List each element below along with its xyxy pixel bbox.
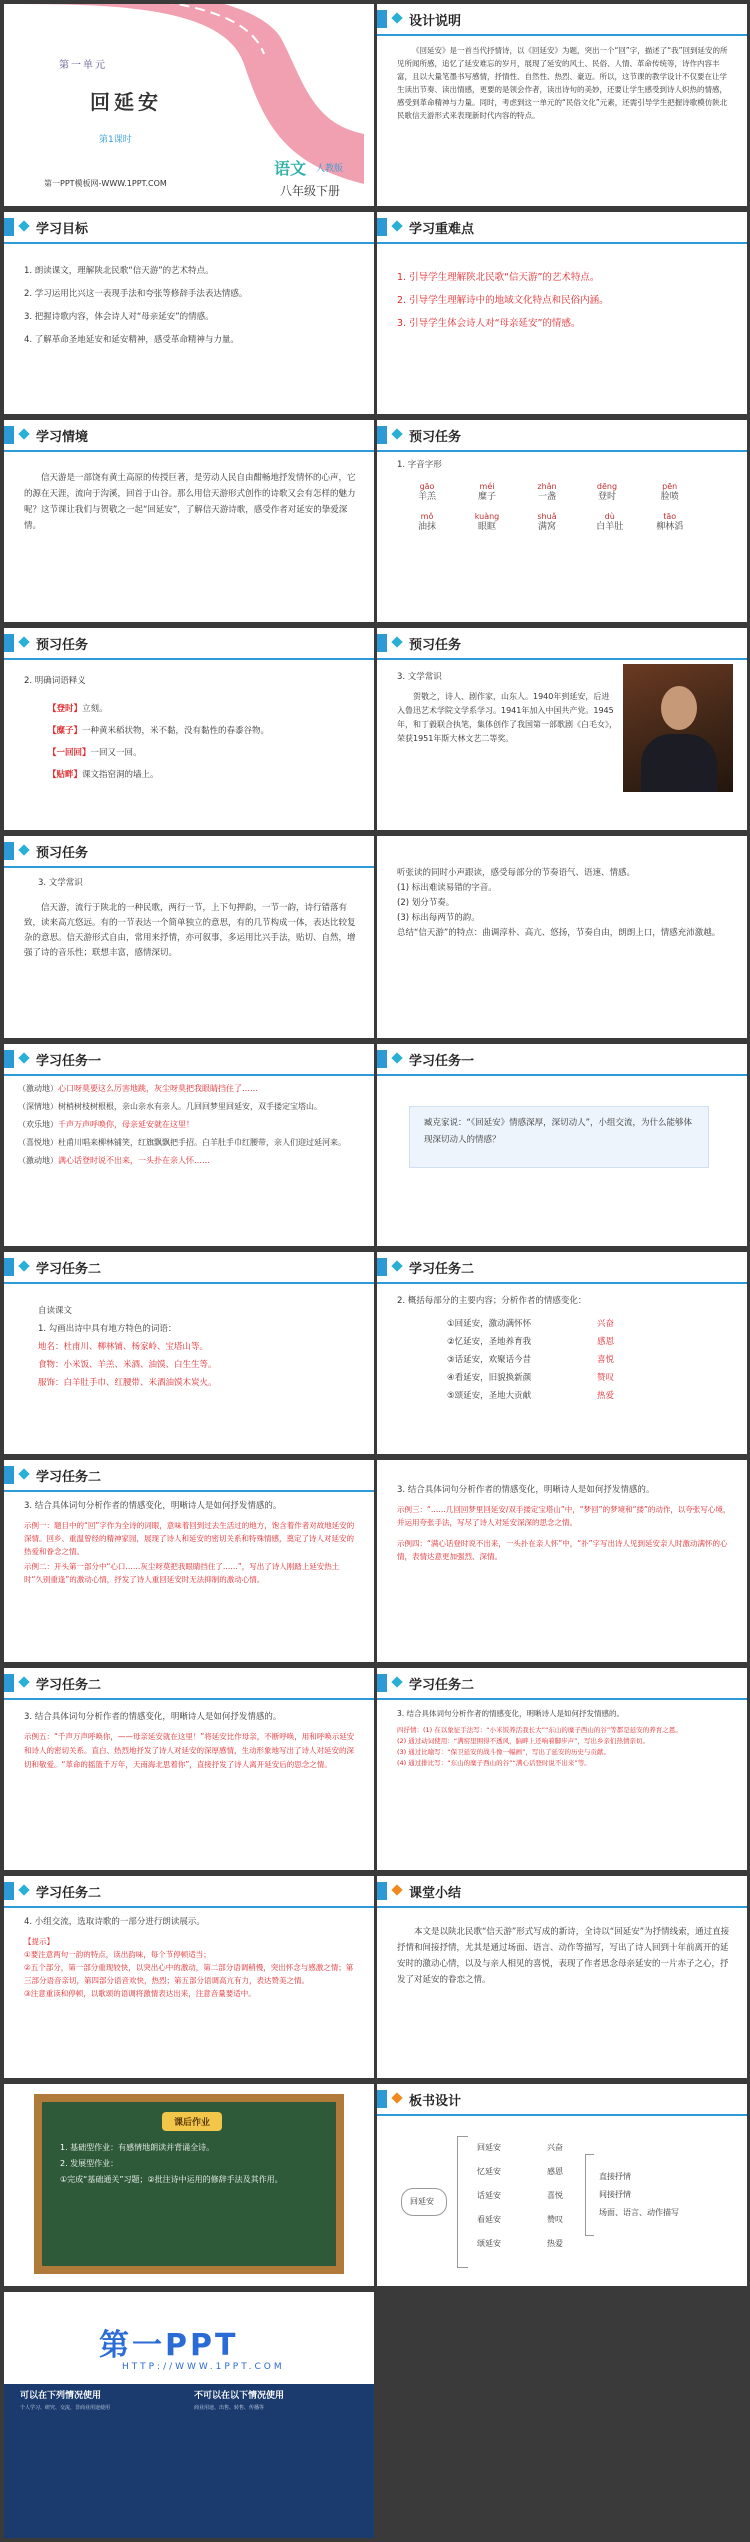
diamond-icon: [18, 1884, 29, 1895]
reading-text: 听张读的同时小声跟读，感受每部分的节奏语气、语速、情感。: [397, 868, 636, 878]
homework-line: 2. 发展型作业：: [60, 2159, 119, 2168]
slide-header: [377, 628, 747, 660]
board-bracket-2: [585, 2154, 594, 2236]
board-mid: 回延安 忆延安 话延安 看延安 颂延安: [477, 2143, 501, 2248]
pinyin-item: pēn 脸喷: [660, 482, 679, 502]
slide-end[interactable]: [4, 2292, 374, 2538]
slide-title: 预习任务: [36, 846, 89, 861]
diamond-icon: [391, 1260, 402, 1271]
slide-header: [4, 212, 374, 244]
board-far: 直接抒情 间接抒情 场面、语言、动作描写: [599, 2172, 679, 2217]
xintianyou-text: 信天游，流行于陕北的一种民歌，两行一节，上下句押韵，一节一韵，诗行错落有致，读来高亢悠远。有的一节表达一个简单独立的意思，有的几节构成一体，表达比较复杂的意思。信天游形式自由，常用来抒情，亦可叙事，多运用比兴手法，贴切、自然，增强了诗的音乐性；联想丰富，感情深切。: [24, 903, 356, 958]
slide-title: 学习任务二: [36, 1262, 102, 1277]
subheading-2: 1. 勾画出诗中具有地方特色的词语：: [38, 1324, 177, 1334]
diamond-icon: [391, 1052, 402, 1063]
subheading: 4. 小组交流，选取诗歌的一部分进行朗读展示。: [24, 1917, 205, 1927]
slide-title: 学习情境: [36, 430, 89, 445]
diamond-icon: [391, 1884, 402, 1895]
slide-title: 学习任务二: [409, 1262, 475, 1277]
slide-task2-ex3[interactable]: [4, 1668, 374, 1870]
reading-summary: 总结“信天游”的特点：曲调淳朴、高亢、悠扬，节奏自由，朗朗上口，情感充沛激越。: [397, 928, 721, 938]
local-line: 食物：小米饭、羊羔、米酒、油馍、白生生等。: [38, 1360, 217, 1370]
slide-header: [4, 1460, 374, 1492]
homework-title: 课后作业: [162, 2112, 222, 2131]
diamond-icon: [18, 220, 29, 231]
quote-box: 臧克家说：“《回延安》情感深厚，深切动人”，小组交流，为什么能够体现深切动人的情感？: [409, 1106, 709, 1168]
pinyin-grid: [397, 479, 731, 539]
summary-text: 本文是以陕北民歌“信天游”形式写成的新诗，全诗以“回延安”为抒情线索，通过直接抒情和间接抒情，尤其是通过场面、语言、动作等描写，写出了诗人回到十年前离开的延安时的激动心情，以及与亲人相见的喜悦，表现了作者思念母亲延安的一片赤子之心，抒发了对延安的眷恋之情。: [397, 1927, 730, 1985]
subheading: 3. 文学常识: [397, 672, 442, 682]
slide-reading[interactable]: [377, 836, 747, 1038]
allowed-note: 个人学习、研究、交流，非商业用途使用: [20, 2405, 111, 2411]
slide-header: [4, 1668, 374, 1700]
road-graphic: [4, 4, 364, 206]
word-item: 【糜子】一种黄米稻状物，米不黏，没有黏性的春黍谷物。: [48, 726, 270, 736]
diamond-icon: [391, 220, 402, 231]
analysis-line: (3) 通过比喻写：“保卫延安的战斗像一幅画”，写出了延安的历史与贡献。: [397, 1748, 611, 1756]
forbidden-title: 不可以在以下情况使用: [194, 2391, 285, 2401]
slide-title: 学习任务二: [36, 1886, 102, 1901]
slide-title: 预习任务: [409, 638, 462, 653]
summary-row: ③话延安，欢聚话今昔 喜悦: [447, 1355, 615, 1365]
analysis-line: (2) 通过动词使用：“满窑里围得不透风，脑畔上还响着脚步声”，写出乡亲们热情亲切。: [397, 1737, 650, 1745]
diamond-icon: [18, 636, 29, 647]
analysis-line: 四抒情：(1) 在以象征手法写：“小米饭养活我长大”“东山的糜子西山的谷”等都是延安的养育之恩。: [397, 1726, 682, 1734]
keypoint-item: 2. 引导学生理解诗中的地域文化特点和民俗内涵。: [397, 295, 609, 306]
local-line: 服饰：白羊肚手巾、红腰带、米酒油馍木炭火。: [38, 1378, 217, 1388]
forbidden-note: 商业用途、出售、转售、传播等: [194, 2405, 265, 2411]
subheading: 1. 字音字形: [397, 460, 442, 470]
slide-goals[interactable]: [4, 212, 374, 414]
slide-task2-ex1[interactable]: [4, 1460, 374, 1662]
slide-title: 课堂小结: [409, 1886, 462, 1901]
subheading: 3. 结合具体词句分析作者的情感变化，明晰诗人是如何抒发情感的。: [24, 1712, 282, 1722]
word-item: 【一回回】一回又一回。: [48, 748, 142, 758]
subheading: 2. 概括每部分的主要内容；分析作者的情感变化：: [397, 1296, 587, 1306]
slide-header: [377, 1044, 747, 1076]
poem-line: （深情地）树梢树枝树根根，亲山亲水有亲人。几回回梦里回延安，双手搂定宝塔山。: [18, 1102, 322, 1111]
local-line: 地名：杜甫川、柳林铺、杨家岭、宝塔山等。: [38, 1342, 209, 1352]
board-root: 回延安: [410, 2197, 434, 2206]
board-right: 兴奋 感恩 喜悦 赞叹 热爱: [547, 2143, 563, 2248]
diamond-icon: [18, 1676, 29, 1687]
diamond-icon: [391, 428, 402, 439]
slide-preview-words[interactable]: [4, 628, 374, 830]
tip-line: ②五个部分，第一部分重现较快，以突出心中的激动，第二部分语调稍慢，突出怀念与感激之情；第三部分语音亲切，第四部分语音欢快，热烈；第五部分语调高亢有力，表达赞美之情。: [24, 1963, 354, 1985]
slide-title: 预习任务: [36, 638, 89, 653]
goal-item: 1. 朗读课文，理解陕北民歌“信天游”的艺术特点。: [24, 266, 214, 276]
diamond-icon: [18, 844, 29, 855]
grade-label: 八年级下册: [280, 184, 341, 198]
poem-line: （激动地）心口呀莫要这么厉害地跳，灰尘呀莫把我眼睛挡住了……: [18, 1084, 258, 1093]
pinyin-item: gāo 羊羔: [417, 482, 436, 502]
end-logo: 第一PPT: [99, 2328, 239, 2363]
example-text: 示例一：题目中的“回”字作为全诗的词眼，意味着回到过去生活过的地方，饱含着作者对故地延安的深情。回乡、重温曾经的精神家园，展现了诗人和延安的密切关系和特殊情感，奠定了诗人对延安的热爱和眷念之情。: [24, 1521, 355, 1556]
diamond-icon: [18, 428, 29, 439]
slide-header: [4, 628, 374, 660]
slide-title: 学习任务二: [409, 1678, 475, 1693]
slide-board[interactable]: [377, 2084, 747, 2286]
slide-xintianyou[interactable]: [4, 836, 374, 1038]
tip-line: ①要注意两句一韵的特点，读出韵味，每个节停顿适当；: [24, 1950, 211, 1959]
slide-task1-quote[interactable]: [377, 1044, 747, 1246]
slide-task2-ex4[interactable]: [377, 1668, 747, 1870]
slide-summary[interactable]: [377, 1876, 747, 2078]
pinyin-item: zhǎn 一盏: [537, 482, 557, 502]
tip-label: 【提示】: [24, 1937, 54, 1946]
chalkboard: [34, 2094, 344, 2274]
slide-title: 设计说明: [409, 14, 462, 29]
slide-homework[interactable]: [4, 2084, 374, 2286]
reading-item: (2) 划分节奏。: [397, 898, 455, 908]
slide-header: [4, 1044, 374, 1076]
slide-title: 板书设计: [409, 2094, 462, 2109]
homework-line: ①完成“基础通关”习题；②批注诗中运用的修辞手法及其作用。: [60, 2175, 283, 2184]
site-label: 第一PPT模板网-WWW.1PPT.COM: [44, 179, 167, 188]
diamond-icon: [18, 1468, 29, 1479]
slide-header: [377, 420, 747, 452]
slide-header: [377, 212, 747, 244]
diamond-icon: [18, 1052, 29, 1063]
slide-title: 预习任务: [409, 430, 462, 445]
allowed-title: 可以在下列情况使用: [20, 2391, 102, 2401]
analysis-line: (4) 通过排比写：“东山的糜子西山的谷”“满心话登时说不出来”等。: [397, 1759, 591, 1767]
slide-title: 学习任务二: [36, 1470, 102, 1485]
pinyin-item: dù 白羊肚: [596, 512, 624, 532]
poem-line: （激动地）满心话登时说不出来，一头扑在亲人怀……: [18, 1156, 210, 1165]
diamond-icon: [391, 2092, 402, 2103]
subheading: 2. 明确词语释义: [24, 676, 86, 686]
slide-task1-poem[interactable]: [4, 1044, 374, 1246]
goal-item: 4. 了解革命圣地延安和延安精神，感受革命精神与力量。: [24, 335, 239, 345]
slide-author[interactable]: [377, 628, 747, 830]
unit-label: 第一单元: [59, 60, 107, 71]
summary-row: ④看延安，旧貌换新颜 赞叹: [447, 1373, 615, 1383]
example-text: 示例二：开头第一部分中“心口……灰尘呀莫把我眼睛挡住了……”，写出了诗人刚踏上延安热土时“久别重逢”的激动心情，抒发了诗人重回延安时无法抑制的激动心情。: [24, 1562, 340, 1584]
slide-task2-summary[interactable]: [377, 1252, 747, 1454]
lesson-label: 第1课时: [99, 135, 132, 145]
keypoint-item: 3. 引导学生体会诗人对“母亲延安”的情感。: [397, 318, 581, 329]
goal-item: 2. 学习运用比兴这一表现手法和夸张等修辞手法表达情感。: [24, 289, 248, 299]
pinyin-item: dēng 登时: [596, 482, 618, 502]
homework-line: 1. 基础型作业：有感情地朗读并背诵全诗。: [60, 2143, 215, 2152]
summary-row: ⑤颂延安，圣地大贡献 热爱: [447, 1391, 615, 1401]
subheading: 3. 结合具体词句分析作者的情感变化，明晰诗人是如何抒发情感的。: [24, 1501, 282, 1511]
slide-preview-pinyin[interactable]: [377, 420, 747, 622]
goal-item: 3. 把握诗歌内容，体会诗人对“母亲延安”的情感。: [24, 312, 214, 322]
author-text: 贺敬之，诗人、剧作家，山东人。1940年到延安，后进入鲁迅艺术学院文学系学习。1941年加入中国共产党。1945年，和丁毅联合执笔，集体创作了我国第一部歌剧《白毛女》，荣获1951年斯大林文艺二等奖。: [397, 692, 617, 743]
pinyin-item: shuǎ 满窝: [537, 512, 557, 532]
slide-situation[interactable]: [4, 420, 374, 622]
subheading: 3. 结合具体词句分析作者的情感变化，明晰诗人是如何抒发情感的。: [397, 1709, 625, 1718]
slide-title: 学习目标: [36, 222, 89, 237]
slide-header: [377, 1252, 747, 1284]
diamond-icon: [391, 636, 402, 647]
word-item: 【贴畔】课文指窑洞的墙上。: [48, 770, 159, 780]
board-bracket: [457, 2136, 468, 2268]
slide-design[interactable]: [377, 4, 747, 206]
example-text: 示例四：“满心话登时说不出来，一头扑在亲人怀”中，“扑”字写出诗人见到延安亲人时激动满怀的心情，表情达意更加强烈、深情。: [397, 1539, 728, 1561]
slide-header: [4, 1876, 374, 1908]
example-text: 示例三：“……几回回梦里回延安/双手搂定宝塔山”中，“梦回”的梦境和“搂”的动作，以夸张写心境，并运用夸张手法，写尽了诗人对延安深深的思念之情。: [397, 1505, 731, 1527]
author-photo: [623, 664, 733, 792]
tip-line: ③注意重读和停顿，以歌颂的语调将激情表达出来，注意音量要适中。: [24, 1989, 256, 1998]
summary-row: ①回延安，激动满怀怀 兴奋: [447, 1319, 615, 1329]
slide-header: [377, 2084, 747, 2116]
slide-title: 学习任务二: [36, 1678, 102, 1693]
slide-header: [4, 1252, 374, 1284]
diamond-icon: [391, 1676, 402, 1687]
slide-title: 学习任务一: [409, 1054, 475, 1069]
slide-cover[interactable]: [4, 4, 374, 206]
slide-header: [4, 420, 374, 452]
end-url[interactable]: HTTP://WWW.1PPT.COM: [122, 2362, 285, 2372]
subheading: 自读课文: [38, 1306, 73, 1316]
situation-text: 信天游是一部饶有黄土高原的传授巨著，是劳动人民自由酣畅地抒发情怀的心声，它的源在天涯，流向于沟溪，回首于山谷。那么用信天游形式创作的诗歌又会有怎样的魅力呢？这节课让我们与贺敬之一起“回延安”，了解信天游诗歌，感受作者对延安的挚爱深情。: [24, 473, 356, 531]
slide-title: 学习重难点: [409, 222, 475, 237]
pinyin-item: mǒ 油抹: [417, 512, 436, 532]
slide-keypoints[interactable]: [377, 212, 747, 414]
poem-line: （喜悦地）杜甫川唱来柳林铺笑，红旗飘飘把手招。白羊肚手巾红腰带，亲人们迎过延河来。: [18, 1138, 346, 1147]
keypoint-item: 1. 引导学生理解陕北民歌“信天游”的艺术特点。: [397, 272, 600, 283]
design-text: 《回延安》是一首当代抒情诗，以《回延安》为题，突出一个“回”字，描述了“我”回到延安的所见所闻所感，追忆了延安难忘的岁月，展现了延安的风土、民俗、人情、革命传统等，诗作内容丰富，且以大量笔墨书写感情，抒情性、自然性、热烈、豪迈。所以，这节课的教学设计不仅要在让学生读出节奏、读出情感，更要的是领会作者，读出诗句的美妙，还要让学生感受到诗人炽热的情感，感受到革命精神与力量。同时，考虑到这一单元的“民俗文化”元素，还需引导学生把握诗歌模仿陕北民歌信天游形式来表现新时代内容的特点。: [397, 46, 728, 120]
slide-title: 学习任务一: [36, 1054, 102, 1069]
slide-header: [377, 1876, 747, 1908]
slide-header: [377, 1668, 747, 1700]
example-text: 示例五：“千声万声呼唤你，——母亲延安就在这里！”将延安比作母亲，不断呼唤，用和呼唤示延安和诗人的密切关系。直白、热烈地抒发了诗人对延安的深厚感情，生动形象地写出了诗人对延安的深切和敬爱。“革命的摇篮千万年，天南海北思着你”，直接抒发了诗人离开延安后的思念之情。: [24, 1732, 355, 1769]
summary-row: ②忆延安，圣地养育我 感恩: [447, 1337, 615, 1347]
cover-title: 回延安: [90, 90, 162, 114]
subheading: 3. 文学常识: [38, 878, 83, 888]
slide-task2-read[interactable]: [4, 1876, 374, 2078]
pinyin-item: kuàng 眼眶: [474, 512, 500, 532]
slide-header: [377, 4, 747, 36]
diamond-icon: [18, 1260, 29, 1271]
press-label: 人教版: [316, 164, 344, 174]
slide-task2-local[interactable]: [4, 1252, 374, 1454]
word-item: 【登时】立刻。: [48, 704, 108, 714]
reading-item: (3) 标出每两节的韵。: [397, 913, 480, 923]
slide-header: [4, 836, 374, 868]
pinyin-item: méi 糜子: [477, 482, 496, 502]
pinyin-item: tāo 柳林滔: [656, 512, 684, 532]
slide-task2-ex2[interactable]: [377, 1460, 747, 1662]
poem-line: （欢乐地）千声万声呼唤你，母亲延安就在这里！: [18, 1120, 194, 1129]
diamond-icon: [391, 12, 402, 23]
subheading: 3. 结合具体词句分析作者的情感变化，明晰诗人是如何抒发情感的。: [397, 1485, 655, 1495]
reading-item: (1) 标出难读易错的字音。: [397, 883, 497, 893]
subject-label: 语文: [274, 159, 307, 178]
